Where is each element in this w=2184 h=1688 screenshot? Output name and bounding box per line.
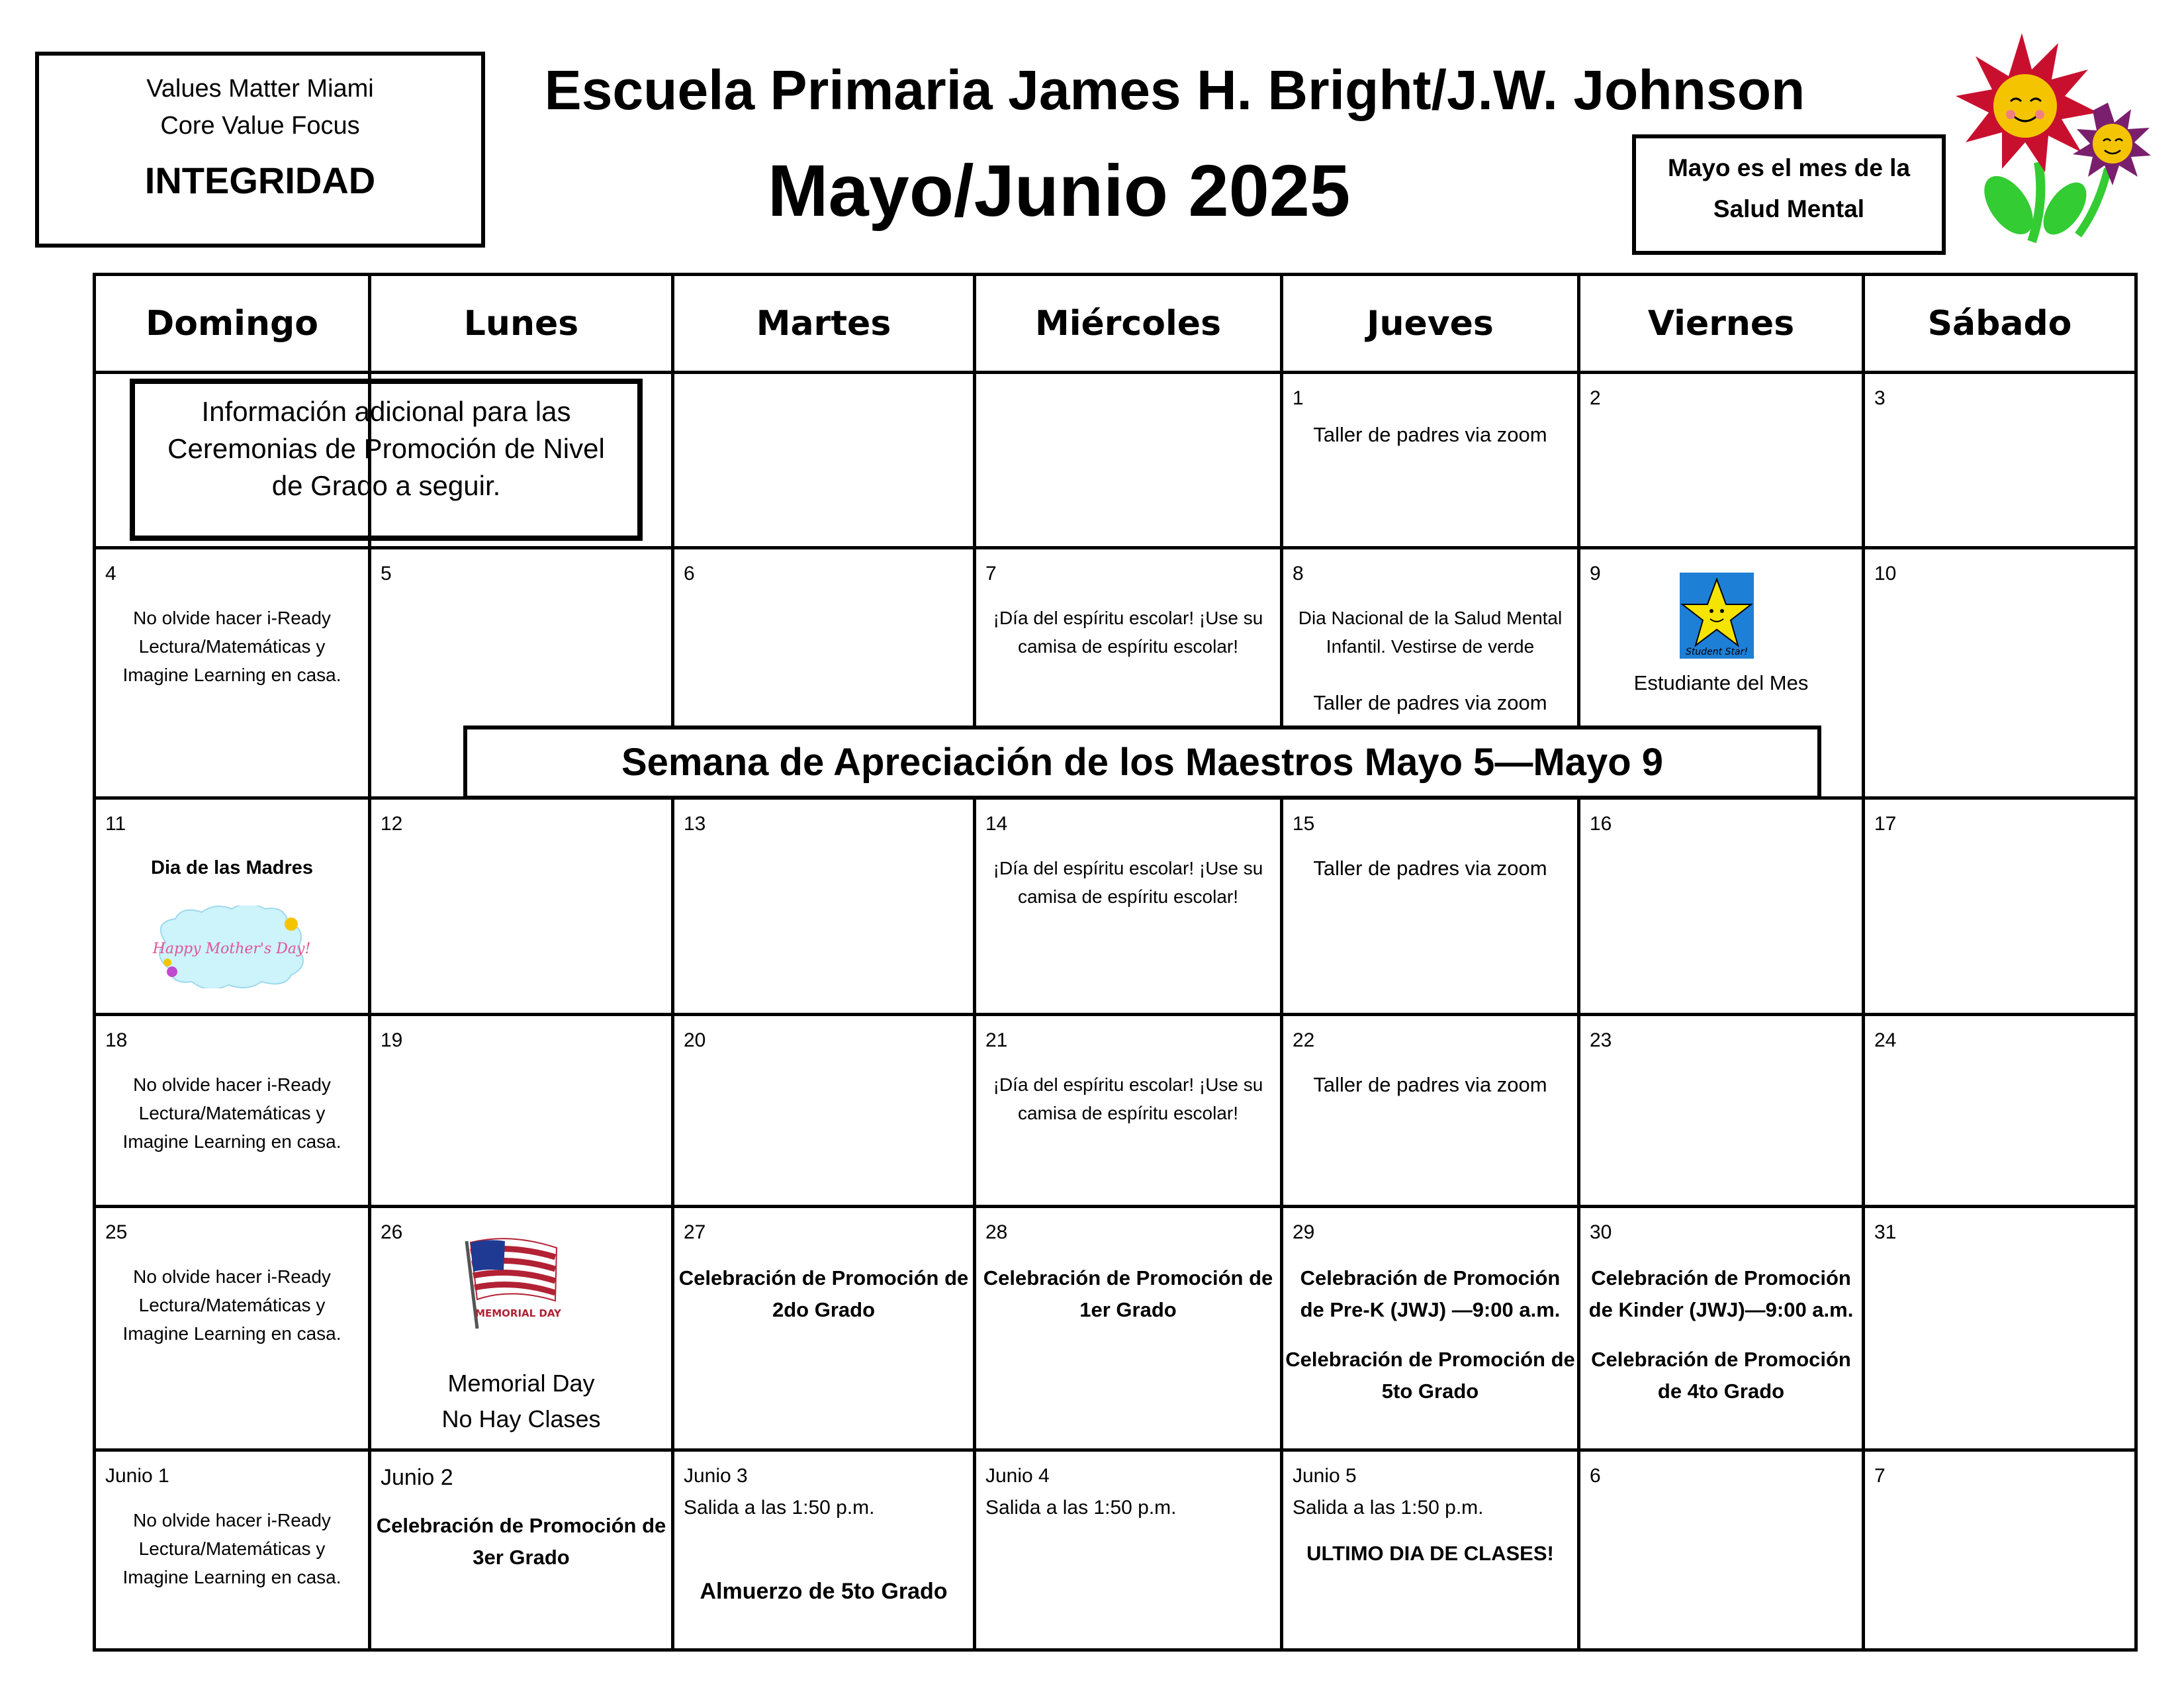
promotion-event — [1283, 1262, 1577, 1326]
spirit-day-event — [976, 1070, 1280, 1127]
day-cell-june-2 — [370, 1450, 673, 1650]
day-cell-empty — [975, 373, 1282, 548]
day-number: 27 — [684, 1221, 706, 1243]
day-number: 14 — [985, 813, 1008, 835]
weekday-header: Domingo — [95, 275, 370, 373]
day-cell-12 — [370, 798, 673, 1015]
last-day-event: ULTIMO DIA DE CLASES! — [1306, 1542, 1554, 1565]
parent-workshop-event: Taller de padres via zoom — [1313, 857, 1547, 880]
day-number: 21 — [985, 1029, 1008, 1051]
student-star-text: Student Star! — [1686, 647, 1748, 657]
weekday-header: Viernes — [1579, 275, 1864, 373]
day-number: 7 — [1874, 1465, 1886, 1487]
day-cell-31 — [1864, 1207, 2136, 1450]
day-number: 28 — [985, 1221, 1008, 1243]
day-number: 12 — [381, 813, 403, 835]
day-cell-june-5 — [1282, 1450, 1579, 1650]
school-title: Escuela Primaria James H. Bright/J.W. Johnson — [544, 59, 1805, 121]
event-line: Celebración de Promoción — [1591, 1348, 1851, 1371]
day-number: 8 — [1293, 563, 1304, 585]
teacher-appreciation-banner: Semana de Apreciación de los Maestros Mayo 5—Mayo 9 — [463, 726, 1821, 800]
event-line: Memorial Day — [447, 1370, 595, 1397]
iready-line: No olvide hacer i-Ready — [133, 608, 331, 628]
mental-health-line-1: Mayo es el mes de la — [1667, 154, 1911, 181]
day-cell-june-3 — [673, 1450, 975, 1650]
day-number: 20 — [684, 1029, 706, 1051]
info-line: Información adicional para las — [201, 396, 571, 427]
event-line: 2do Grado — [772, 1298, 875, 1321]
day-number: 2 — [1590, 387, 1601, 409]
day-cell-21 — [975, 1015, 1282, 1207]
iready-line: Lectura/Matemáticas y — [138, 1538, 326, 1559]
spirit-line: camisa de espíritu escolar! — [1017, 636, 1239, 657]
early-dismissal: Salida a las 1:50 p.m. — [985, 1497, 1177, 1519]
month-title: Mayo/Junio 2025 — [767, 150, 1351, 232]
day-cell-14 — [975, 798, 1282, 1015]
day-cell-4 — [95, 548, 370, 798]
mothers-day-event: Dia de las Madres — [151, 857, 313, 878]
day-number: 13 — [684, 813, 706, 835]
day-cell-30 — [1579, 1207, 1864, 1450]
iready-line: Lectura/Matemáticas y — [138, 1295, 326, 1315]
spirit-line: ¡Día del espíritu escolar! ¡Use su — [993, 608, 1263, 628]
spirit-day-event — [976, 854, 1280, 911]
weekday-header: Sábado — [1864, 275, 2136, 373]
day-cell-16 — [1579, 798, 1864, 1015]
iready-reminder — [96, 1262, 368, 1348]
day-cell-june-6 — [1579, 1450, 1864, 1650]
event-line: de Pre-K (JWJ) —9:00 a.m. — [1300, 1298, 1561, 1321]
event-line: 3er Grado — [473, 1546, 570, 1569]
weekday-header: Martes — [673, 275, 975, 373]
spirit-line: camisa de espíritu escolar! — [1017, 886, 1239, 907]
spirit-line: ¡Día del espíritu escolar! ¡Use su — [993, 1074, 1263, 1095]
event-line: Celebración de Promoción de — [983, 1266, 1273, 1289]
event-line: 1er Grado — [1079, 1298, 1177, 1321]
iready-line: No olvide hacer i-Ready — [133, 1266, 331, 1287]
mental-health-box — [1632, 134, 1946, 255]
iready-line: Lectura/Matemáticas y — [138, 636, 326, 657]
day-number: 9 — [1590, 563, 1601, 585]
day-number: 30 — [1590, 1221, 1612, 1243]
promotion-info-box — [130, 379, 643, 541]
promotion-event — [976, 1262, 1280, 1326]
day-cell-27 — [673, 1207, 975, 1450]
day-cell-3 — [1864, 373, 2136, 548]
weekday-header: Jueves — [1282, 275, 1579, 373]
event-line: Celebración de Promoción de — [376, 1514, 666, 1537]
day-number: 18 — [105, 1029, 128, 1051]
iready-line: No olvide hacer i-Ready — [133, 1510, 331, 1530]
day-cell-2 — [1579, 373, 1864, 548]
event-line: Celebración de Promoción — [1591, 1266, 1851, 1289]
early-dismissal: Salida a las 1:50 p.m. — [1293, 1497, 1484, 1519]
iready-line: Lectura/Matemáticas y — [138, 1103, 326, 1123]
day-cell-june-7 — [1864, 1450, 2136, 1650]
day-number: Junio 4 — [985, 1465, 1050, 1487]
event-line: Dia Nacional de la Salud Mental — [1298, 608, 1563, 628]
promotion-event — [1283, 1344, 1577, 1407]
spirit-line: ¡Día del espíritu escolar! ¡Use su — [993, 858, 1263, 878]
iready-reminder — [96, 604, 368, 689]
day-cell-24 — [1864, 1015, 2136, 1207]
info-line: Ceremonias de Promoción de Nivel — [167, 433, 605, 464]
day-number: 5 — [381, 563, 392, 585]
day-number: 10 — [1874, 563, 1897, 585]
event-line: No Hay Clases — [441, 1405, 601, 1432]
day-cell-1 — [1282, 373, 1579, 548]
day-number: 26 — [381, 1221, 403, 1243]
flowers-clipart-icon — [1939, 30, 2158, 248]
day-cell-13 — [673, 798, 975, 1015]
iready-line: Imagine Learning en casa. — [122, 1567, 341, 1587]
promotion-event — [1580, 1262, 1862, 1326]
memorial-day-flag-text: MEMORIAL DAY — [475, 1307, 561, 1319]
day-number: 1 — [1293, 387, 1304, 409]
day-number: 6 — [1590, 1465, 1601, 1487]
values-line-2: Core Value Focus — [160, 112, 360, 140]
spirit-day-event — [976, 604, 1280, 661]
day-number: 22 — [1293, 1029, 1315, 1051]
american-flag-icon — [457, 1235, 563, 1334]
iready-line: Imagine Learning en casa. — [122, 665, 341, 685]
day-number: 29 — [1293, 1221, 1315, 1243]
day-number: 31 — [1874, 1221, 1897, 1243]
iready-line: Imagine Learning en casa. — [122, 1131, 341, 1152]
event-line: Celebración de Promoción de — [678, 1266, 969, 1289]
iready-line: No olvide hacer i-Ready — [133, 1074, 331, 1095]
grade5-lunch-event: Almuerzo de 5to Grado — [700, 1579, 948, 1604]
spirit-line: camisa de espíritu escolar! — [1017, 1103, 1239, 1123]
day-cell-20 — [673, 1015, 975, 1207]
day-cell-10 — [1864, 548, 2136, 798]
day-cell-15 — [1282, 798, 1579, 1015]
event-line: Celebración de Promoción — [1300, 1266, 1561, 1289]
event-line: 5to Grado — [1381, 1380, 1479, 1403]
mental-health-day-event — [1283, 604, 1577, 661]
day-number: 6 — [684, 563, 695, 585]
day-number: 24 — [1874, 1029, 1897, 1051]
day-number: Junio 2 — [381, 1465, 453, 1490]
early-dismissal: Salida a las 1:50 p.m. — [684, 1497, 875, 1519]
student-of-month-event: Estudiante del Mes — [1633, 671, 1809, 694]
day-cell-june-1 — [95, 1450, 370, 1650]
core-value: INTEGRIDAD — [144, 160, 376, 201]
day-cell-11 — [95, 798, 370, 1015]
day-number: 16 — [1590, 813, 1612, 835]
event-line: Infantil. Vestirse de verde — [1326, 636, 1535, 657]
parent-workshop-event: Taller de padres via zoom — [1313, 423, 1547, 446]
promotion-event — [674, 1262, 973, 1326]
iready-line: Imagine Learning en casa. — [122, 1323, 341, 1344]
iready-reminder — [96, 1506, 368, 1591]
day-number: Junio 5 — [1293, 1465, 1357, 1487]
iready-reminder — [96, 1070, 368, 1156]
day-number: 4 — [105, 563, 116, 585]
promotion-event — [1580, 1344, 1862, 1407]
weekday-header: Lunes — [370, 275, 673, 373]
day-number: 3 — [1874, 387, 1886, 409]
info-line: de Grado a seguir. — [271, 470, 501, 501]
event-line: de Kinder (JWJ)—9:00 a.m. — [1588, 1298, 1854, 1321]
day-number: 7 — [985, 563, 997, 585]
day-cell-23 — [1579, 1015, 1864, 1207]
day-cell-22 — [1282, 1015, 1579, 1207]
parent-workshop-event: Taller de padres via zoom — [1313, 691, 1547, 714]
values-line-1: Values Matter Miami — [146, 75, 374, 103]
weekday-header: Miércoles — [975, 275, 1282, 373]
mental-health-line-2: Salud Mental — [1713, 195, 1865, 222]
parent-workshop-event: Taller de padres via zoom — [1313, 1073, 1547, 1096]
day-number: 25 — [105, 1221, 128, 1243]
promotion-event — [371, 1510, 671, 1573]
day-cell-19 — [370, 1015, 673, 1207]
day-number: Junio 3 — [684, 1465, 748, 1487]
day-cell-18 — [95, 1015, 370, 1207]
day-cell-june-4 — [975, 1450, 1282, 1650]
day-cell-empty — [673, 373, 975, 548]
event-line: de 4to Grado — [1657, 1380, 1785, 1403]
event-line: Celebración de Promoción de — [1285, 1348, 1575, 1371]
mothers-day-card-icon — [149, 906, 314, 988]
day-number: Junio 1 — [105, 1465, 169, 1487]
day-cell-26 — [370, 1207, 673, 1450]
day-cell-28 — [975, 1207, 1282, 1450]
day-number: 11 — [105, 813, 126, 835]
memorial-day-event — [371, 1366, 671, 1437]
day-number: 17 — [1874, 813, 1897, 835]
day-number: 23 — [1590, 1029, 1612, 1051]
day-cell-25 — [95, 1207, 370, 1450]
day-number: 19 — [381, 1029, 403, 1051]
student-star-icon — [1680, 573, 1754, 659]
day-cell-29 — [1282, 1207, 1579, 1450]
day-number: 15 — [1293, 813, 1315, 835]
mothers-day-card-text: Happy Mother's Day! — [152, 941, 311, 957]
day-cell-17 — [1864, 798, 2136, 1015]
core-value-box — [35, 52, 485, 248]
